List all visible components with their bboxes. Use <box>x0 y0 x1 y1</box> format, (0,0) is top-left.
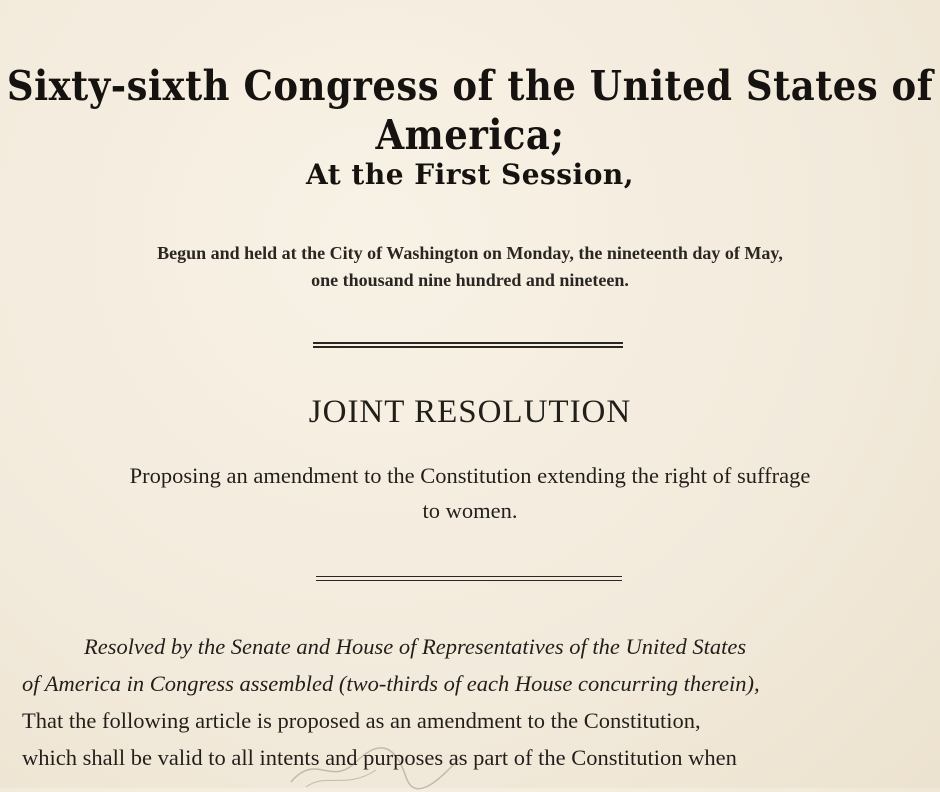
purpose-line-1: Proposing an amendment to the Constitution extending the right of suffrage <box>129 463 811 488</box>
double-rule-divider <box>316 576 622 581</box>
begun-line-2: one thousand nine hundred and nineteen. <box>311 270 629 290</box>
body-line-3: That the following article is proposed as an amendment to the Constitution, <box>22 708 701 733</box>
body-line-4: which shall be valid to all intents and purposes as part of the Constitution when <box>22 745 737 770</box>
begun-line-1: Begun and held at the City of Washington on Monday, the nineteenth day of May, <box>157 243 783 263</box>
double-rule-divider <box>313 342 623 348</box>
session-title: At the First Session, <box>306 158 634 191</box>
purpose-line-2: to women. <box>422 498 518 523</box>
body-line-2: of America in Congress assembled (two-thirds of each House concurring therein), <box>22 671 760 696</box>
begun-and-held-text <box>30 240 910 294</box>
signature-bleed-mark <box>286 742 466 792</box>
resolution-purpose <box>22 458 918 528</box>
congress-title: Sixty-sixth Congress of the United States of America; <box>6 60 934 160</box>
body-line-1: Resolved by the Senate and House of Representatives of the United States <box>84 634 747 659</box>
resolution-body <box>22 628 918 776</box>
joint-resolution-heading: JOINT RESOLUTION <box>308 394 632 430</box>
